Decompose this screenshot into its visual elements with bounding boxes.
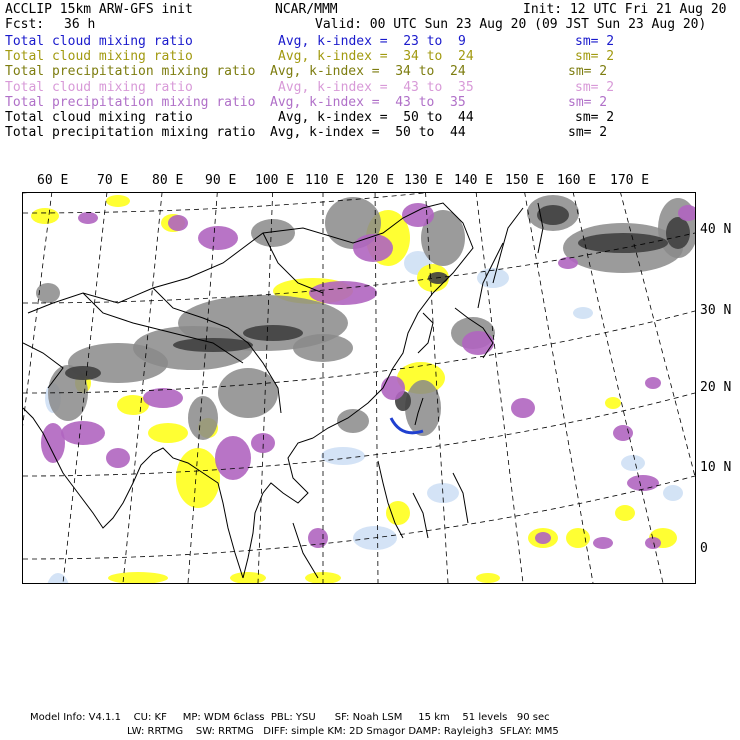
legend-name-1: Total cloud mixing ratio — [5, 34, 193, 49]
lon-label-90e: 90 E — [205, 173, 237, 188]
legend-range-2: Avg, k-index = 34 to 24 — [278, 49, 474, 64]
lon-label-130e: 130 E — [404, 173, 444, 188]
legend-sm-3: sm= 2 — [568, 64, 608, 79]
lon-label-60e: 60 E — [37, 173, 69, 188]
institution-label: NCAR/MMM — [275, 2, 338, 17]
model-info-line2: LW: RRTMG SW: RRTMG DIFF: simple KM: 2D Smagor DAMP: Rayleigh3 SFLAY: MM5 — [127, 726, 559, 737]
lat-label-30n: 30 N — [700, 303, 732, 318]
legend-name-7: Total precipitation mixing ratio — [5, 125, 256, 140]
legend-sm-2: sm= 2 — [575, 49, 615, 64]
lon-label-70e: 70 E — [97, 173, 129, 188]
legend-name-6: Total cloud mixing ratio — [5, 110, 193, 125]
lon-label-140e: 140 E — [454, 173, 494, 188]
coastlines — [23, 203, 543, 578]
map-canvas — [23, 193, 695, 583]
valid-time: Valid: 00 UTC Sun 23 Aug 20 (09 JST Sun 23 Aug 20) — [315, 17, 707, 32]
lat-label-0: 0 — [700, 541, 708, 556]
legend-sm-7: sm= 2 — [568, 125, 608, 140]
lon-label-170e: 170 E — [610, 173, 650, 188]
lon-label-150e: 150 E — [505, 173, 545, 188]
lon-label-80e: 80 E — [152, 173, 184, 188]
model-info-line1: Model Info: V4.1.1 CU: KF MP: WDM 6class PBL: YSU SF: Noah LSM 15 km 51 levels 90 sec — [30, 712, 550, 723]
legend-sm-5: sm= 2 — [568, 95, 608, 110]
legend-name-4: Total cloud mixing ratio — [5, 80, 193, 95]
forecast-label: Fcst: — [5, 17, 45, 32]
lat-label-40n: 40 N — [700, 222, 732, 237]
legend-sm-6: sm= 2 — [575, 110, 615, 125]
lon-label-100e: 100 E — [255, 173, 295, 188]
legend-sm-4: sm= 2 — [575, 80, 615, 95]
legend-range-4: Avg, k-index = 43 to 35 — [278, 80, 474, 95]
lat-label-10n: 10 N — [700, 460, 732, 475]
map-panel — [22, 192, 696, 584]
legend-range-5: Avg, k-index = 43 to 35 — [270, 95, 466, 110]
lon-label-160e: 160 E — [557, 173, 597, 188]
legend-name-5: Total precipitation mixing ratio — [5, 95, 256, 110]
lat-label-20n: 20 N — [700, 380, 732, 395]
legend-name-3: Total precipitation mixing ratio — [5, 64, 256, 79]
legend-sm-1: sm= 2 — [575, 34, 615, 49]
legend-range-6: Avg, k-index = 50 to 44 — [278, 110, 474, 125]
lon-label-120e: 120 E — [355, 173, 395, 188]
map-title: ACCLIP 15km ARW-GFS init — [5, 2, 193, 17]
forecast-hour: 36 h — [64, 17, 96, 32]
lon-label-110e: 110 E — [305, 173, 345, 188]
legend-range-1: Avg, k-index = 23 to 9 — [278, 34, 466, 49]
legend-name-2: Total cloud mixing ratio — [5, 49, 193, 64]
legend-range-3: Avg, k-index = 34 to 24 — [270, 64, 466, 79]
legend-range-7: Avg, k-index = 50 to 44 — [270, 125, 466, 140]
init-time: Init: 12 UTC Fri 21 Aug 20 — [523, 2, 727, 17]
